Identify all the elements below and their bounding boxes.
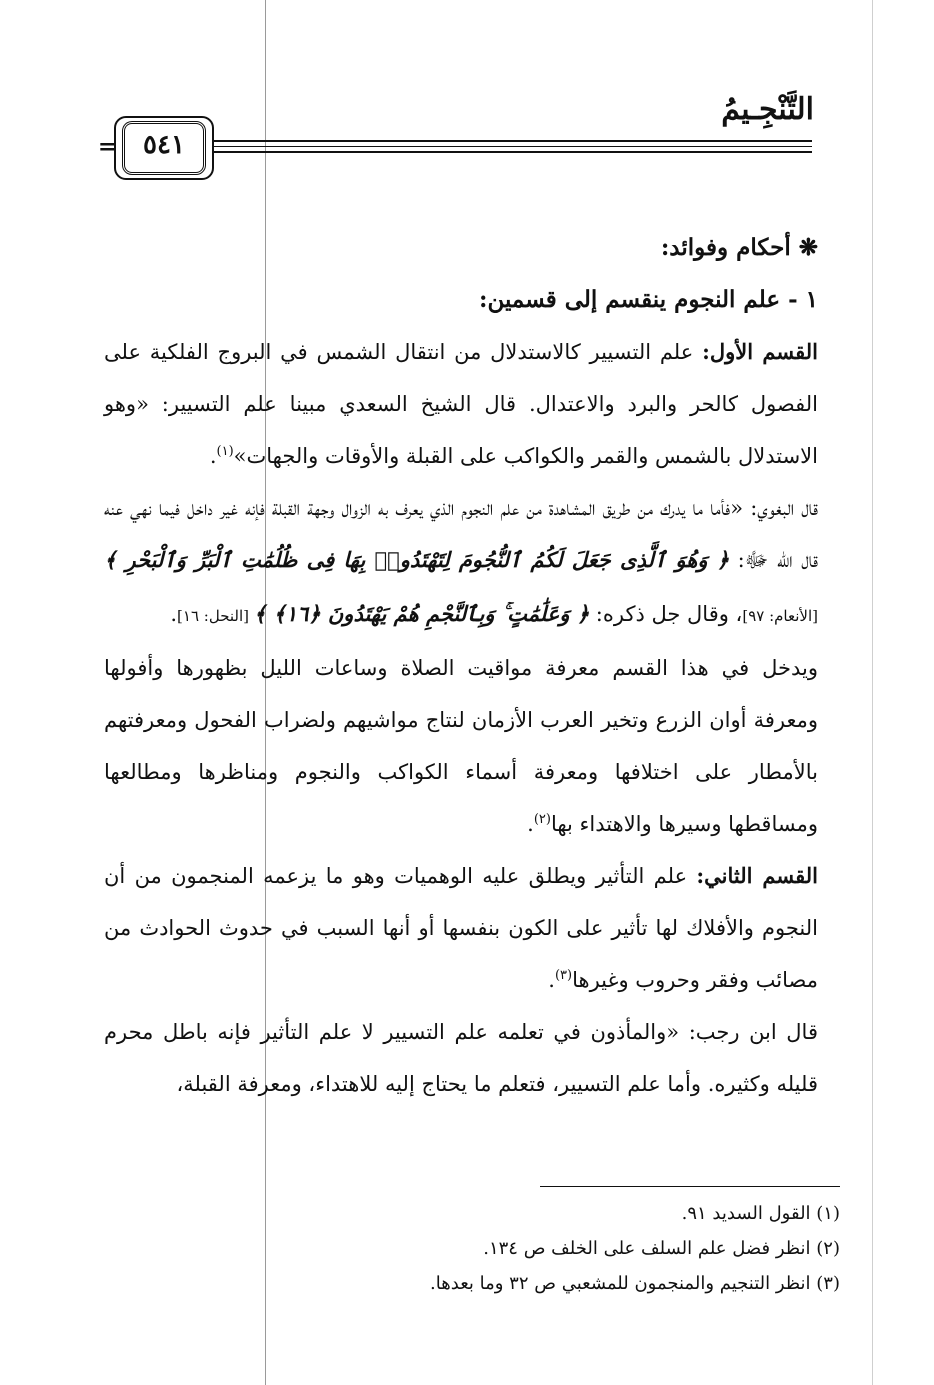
- verse-citation-nahl: [النحل: ١٦]: [177, 607, 254, 625]
- verse-citation-anam: [الأنعام: ٩٧]: [742, 607, 818, 625]
- page-number: ٥٤١: [143, 130, 185, 160]
- header-rule-bottom: [212, 151, 812, 153]
- second-section-label: القسم الثاني:: [696, 863, 819, 888]
- times-knowledge-end: .: [527, 812, 534, 836]
- baghawi-end: .: [170, 602, 178, 626]
- footnote-1: (١) القول السديد ٩١.: [681, 1203, 840, 1224]
- paragraph-second-section: [104, 850, 818, 1006]
- baghawi-text: قال البغوي: «فأما ما يدرك من طريق المشاهدة من علم النجوم الذي يعرف به الزوال وجهة القبلة فإنه غير داخل فيما نهي عنه قال الله ﷻ:: [104, 496, 818, 572]
- point-one-heading: ١ - علم النجوم ينقسم إلى قسمين:: [478, 286, 818, 313]
- paragraph-ibn-rajab-quote: [104, 1006, 818, 1110]
- first-section-text: علم التسيير كالاستدلال من انتقال الشمس في البروج الفلكية على الفصول كالحر والبرد والاعتدال. قال الشيخ السعدي مبينا علم التسيير: «وهو الاستدلال بالشمس والقمر والكواكب على القبلة والأوقات والجهات»: [104, 340, 818, 468]
- ibn-rajab-text: قال ابن رجب: «والمأذون في تعلمه علم التسيير لا علم التأثير فإنه باطل محرم قليله وكثيره. وأما علم التسيير، فتعلم ما يحتاج إليه للاهتداء، ومعرفة القبلة،: [104, 1020, 818, 1096]
- header-rule-middle: [212, 146, 812, 147]
- footnote-ref-3: (٣): [554, 968, 573, 983]
- footnote-2: (٢) انظر فضل علم السلف على الخلف ص ١٣٤.: [483, 1238, 840, 1259]
- paragraph-times-knowledge: [104, 642, 818, 850]
- second-section-text: علم التأثير ويطلق عليه الوهميات وهو ما يزعمه المنجمون من أن النجوم والأفلاك لها تأثير على الكون بنفسها أو أنها السبب في حدوث الحوادث من مصائب وفقر وحروب وغيرها: [104, 864, 818, 992]
- quran-verse-anam: ﴿ وَهُوَ ٱلَّذِى جَعَلَ لَكُمُ ٱلنُّجُومَ لِتَهْتَدُوا۟ بِهَا فِى ظُلُمَٰتِ ٱلْبَرِّ وَٱلْبَحْرِ ﴾: [104, 547, 730, 572]
- section-heading: ❋ أحكام وفوائد:: [660, 234, 818, 261]
- running-header-title: التَّنْجِـيمُ: [721, 92, 814, 127]
- body-text: [104, 222, 818, 1110]
- quran-verse-nahl: ﴿ وَعَلَٰمَٰتٍ ۚ وَبِٱلنَّجْمِ هُمْ يَهْتَدُونَ ﴿١٦﴾ ﴾: [253, 601, 590, 626]
- first-section-label: القسم الأول:: [702, 339, 818, 364]
- paragraph-baghawi-quote: [104, 482, 818, 642]
- footnote-3: (٣) انظر التنجيم والمنجمون للمشعبي ص ٣٢ وما بعدها.: [430, 1273, 840, 1294]
- footnote-ref-1: (١): [216, 444, 234, 459]
- footnotes: [380, 1196, 840, 1301]
- first-section-end: .: [209, 444, 217, 468]
- footnote-ref-2: (٢): [533, 812, 551, 827]
- page-number-box: [122, 121, 206, 175]
- times-knowledge-text: ويدخل في هذا القسم معرفة مواقيت الصلاة وساعات الليل بظهورها وأفولها ومعرفة أوان الزرع وتخير العرب الأزمان لنتاج مواشيهم ولضراب الفحول ومعرفتهم بالأمطار على اختلافها ومعرفة أسماء الكواكب والنجوم ومناظرها ومطالعها ومساقطها وسيرها والاهتداء بها: [104, 656, 818, 836]
- header-rule-top: [212, 140, 812, 142]
- scan-edge-line: [872, 0, 873, 1385]
- paragraph-first-section: [104, 326, 818, 482]
- second-section-end: .: [548, 968, 555, 992]
- baghawi-mid-text: ، وقال جل ذكره:: [589, 602, 743, 626]
- header-ornament: =: [98, 134, 117, 160]
- footnote-separator: [540, 1186, 840, 1187]
